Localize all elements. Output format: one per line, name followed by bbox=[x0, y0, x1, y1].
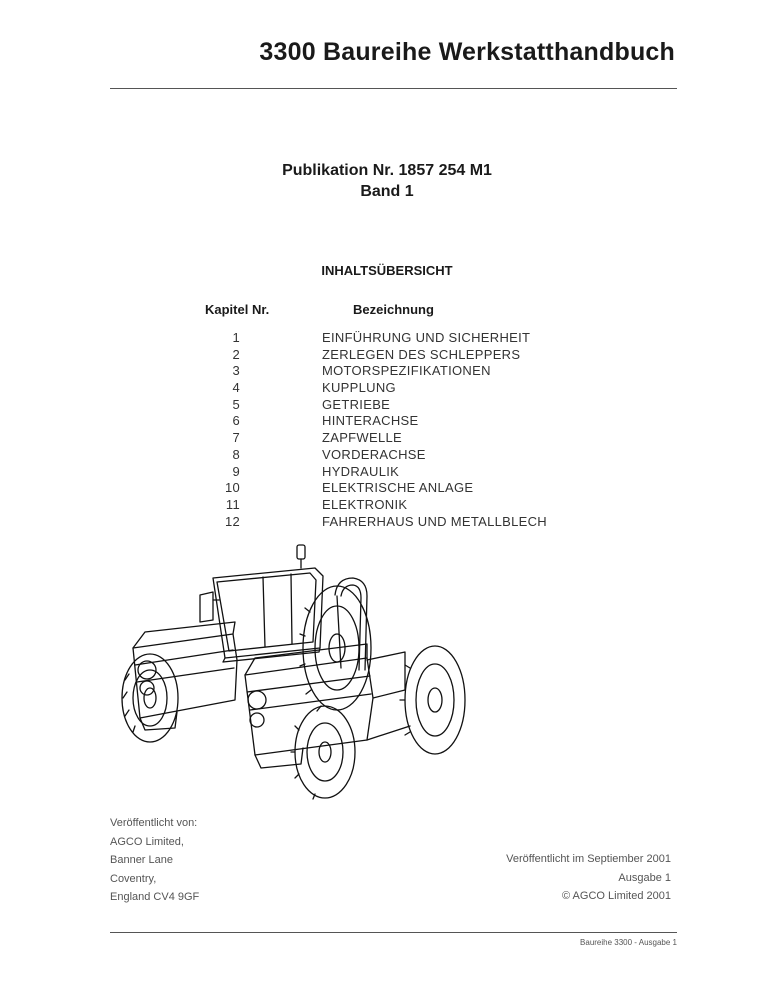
toc-row bbox=[200, 347, 620, 364]
toc-row bbox=[200, 330, 620, 347]
page-footer: Baureihe 3300 - Ausgabe 1 bbox=[580, 938, 677, 947]
rops-tractor-drawing bbox=[245, 578, 465, 799]
edition-line: Ausgabe 1 bbox=[618, 871, 671, 884]
toc-row bbox=[200, 380, 620, 397]
toc-title: INHALTSÜBERSICHT bbox=[321, 263, 453, 278]
chapter-name: HYDRAULIK bbox=[322, 463, 400, 479]
toc-row bbox=[200, 464, 620, 481]
publisher-line: Banner Lane bbox=[110, 854, 173, 866]
document-title: 3300 Baureihe Werkstatthandbuch bbox=[259, 38, 675, 66]
chapter-number: 7 bbox=[232, 430, 240, 446]
toc-row bbox=[200, 447, 620, 464]
chapter-number: 4 bbox=[232, 380, 240, 396]
edition-line: © AGCO Limited 2001 bbox=[562, 890, 671, 902]
chapter-number: 1 bbox=[232, 330, 240, 345]
top-divider bbox=[110, 88, 677, 89]
chapter-number: 9 bbox=[232, 463, 240, 479]
publisher-line: Coventry, bbox=[110, 872, 157, 885]
chapter-name: EINFÜHRUNG UND SICHERHEIT bbox=[322, 330, 531, 345]
chapter-number: 6 bbox=[232, 413, 240, 429]
publication-number: Publikation Nr. 1857 254 M1 bbox=[282, 162, 492, 179]
edition-line: Veröffentlicht im Septiember 2001 bbox=[506, 853, 671, 865]
publisher-line: Veröffentlicht von: bbox=[110, 817, 198, 829]
toc-column-name-header: Bezeichnung bbox=[353, 302, 434, 317]
chapter-name: GETRIEBE bbox=[322, 396, 391, 412]
toc-row bbox=[200, 514, 620, 531]
chapter-name: ZERLEGEN DES SCHLEPPERS bbox=[322, 346, 521, 362]
publisher-address bbox=[110, 814, 199, 907]
bottom-divider bbox=[110, 932, 677, 933]
toc-row bbox=[200, 413, 620, 430]
chapter-number: 8 bbox=[232, 446, 240, 462]
toc-row bbox=[200, 397, 620, 414]
chapter-number: 5 bbox=[232, 396, 240, 412]
chapter-number: 10 bbox=[224, 480, 240, 496]
chapter-number: 2 bbox=[232, 346, 240, 362]
toc-row bbox=[200, 430, 620, 447]
toc-column-number-header: Kapitel Nr. bbox=[205, 302, 270, 317]
publisher-line: England CV4 9GF bbox=[110, 891, 200, 903]
chapter-number: 11 bbox=[225, 496, 240, 512]
toc-row bbox=[200, 497, 620, 514]
toc-list bbox=[200, 330, 620, 530]
chapter-name: KUPPLUNG bbox=[322, 380, 396, 396]
chapter-number: 12 bbox=[224, 513, 240, 529]
cab-tractor-drawing bbox=[122, 545, 371, 742]
toc-row bbox=[200, 363, 620, 380]
edition-info bbox=[506, 850, 671, 906]
chapter-name: FAHRERHAUS UND METALLBLECH bbox=[322, 513, 547, 529]
chapter-name: ELEKTRISCHE ANLAGE bbox=[322, 480, 474, 496]
toc-row bbox=[200, 480, 620, 497]
tractor-illustration bbox=[105, 540, 485, 810]
chapter-name: ZAPFWELLE bbox=[322, 430, 402, 446]
publisher-line: AGCO Limited, bbox=[110, 835, 184, 848]
chapter-name: MOTORSPEZIFIKATIONEN bbox=[322, 363, 491, 379]
chapter-name: VORDERACHSE bbox=[322, 446, 426, 462]
chapter-name: ELEKTRONIK bbox=[322, 496, 408, 512]
publication-volume: Band 1 bbox=[360, 183, 414, 200]
chapter-name: HINTERACHSE bbox=[322, 413, 419, 429]
chapter-number: 3 bbox=[232, 363, 240, 379]
